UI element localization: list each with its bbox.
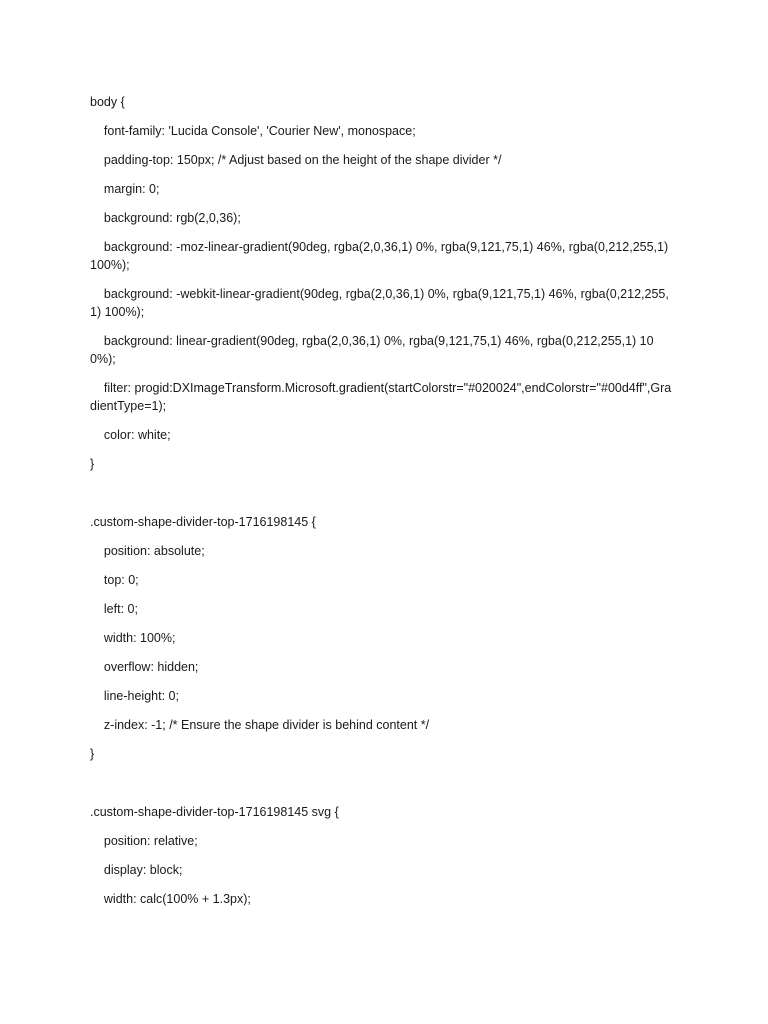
text-line: font-family: 'Lucida Console', 'Courier New', monospace;: [90, 124, 416, 138]
text-line: margin: 0;: [90, 182, 160, 196]
text-line: background: linear-gradient(90deg, rgba(2,0,36,1) 0%, rgba(9,121,75,1) 46%, rgba(0,212,255,1) 100%);: [90, 334, 654, 366]
text-line: padding-top: 150px; /* Adjust based on the height of the shape divider */: [90, 153, 502, 167]
text-line: background: rgb(2,0,36);: [90, 211, 241, 225]
text-line: .custom-shape-divider-top-1716198145 svg {: [90, 805, 339, 819]
text-line: color: white;: [90, 428, 171, 442]
document-body: [90, 93, 678, 919]
text-line: line-height: 0;: [90, 689, 179, 703]
blank-line: [90, 484, 678, 513]
text-line: filter: progid:DXImageTransform.Microsoft.gradient(startColorstr="#020024",endColorstr="#00d4ff",GradientType=1);: [90, 381, 672, 413]
text-line: overflow: hidden;: [90, 660, 199, 674]
text-line: position: absolute;: [90, 544, 205, 558]
text-line: }: [90, 747, 95, 761]
text-line: width: 100%;: [90, 631, 176, 645]
text-line: }: [90, 457, 95, 471]
text-line: width: calc(100% + 1.3px);: [90, 892, 251, 906]
text-line: background: -webkit-linear-gradient(90deg, rgba(2,0,36,1) 0%, rgba(9,121,75,1) 46%, rgba(0,212,255,1) 100%);: [90, 287, 669, 319]
blank-line: [90, 774, 678, 803]
text-line: z-index: -1; /* Ensure the shape divider is behind content */: [90, 718, 430, 732]
text-line: display: block;: [90, 863, 183, 877]
text-line: left: 0;: [90, 602, 138, 616]
text-line: body {: [90, 95, 125, 109]
text-line: position: relative;: [90, 834, 198, 848]
text-line: .custom-shape-divider-top-1716198145 {: [90, 515, 316, 529]
text-line: top: 0;: [90, 573, 139, 587]
text-line: background: -moz-linear-gradient(90deg, rgba(2,0,36,1) 0%, rgba(9,121,75,1) 46%, rgba(0,212,255,1) 100%);: [90, 240, 672, 272]
